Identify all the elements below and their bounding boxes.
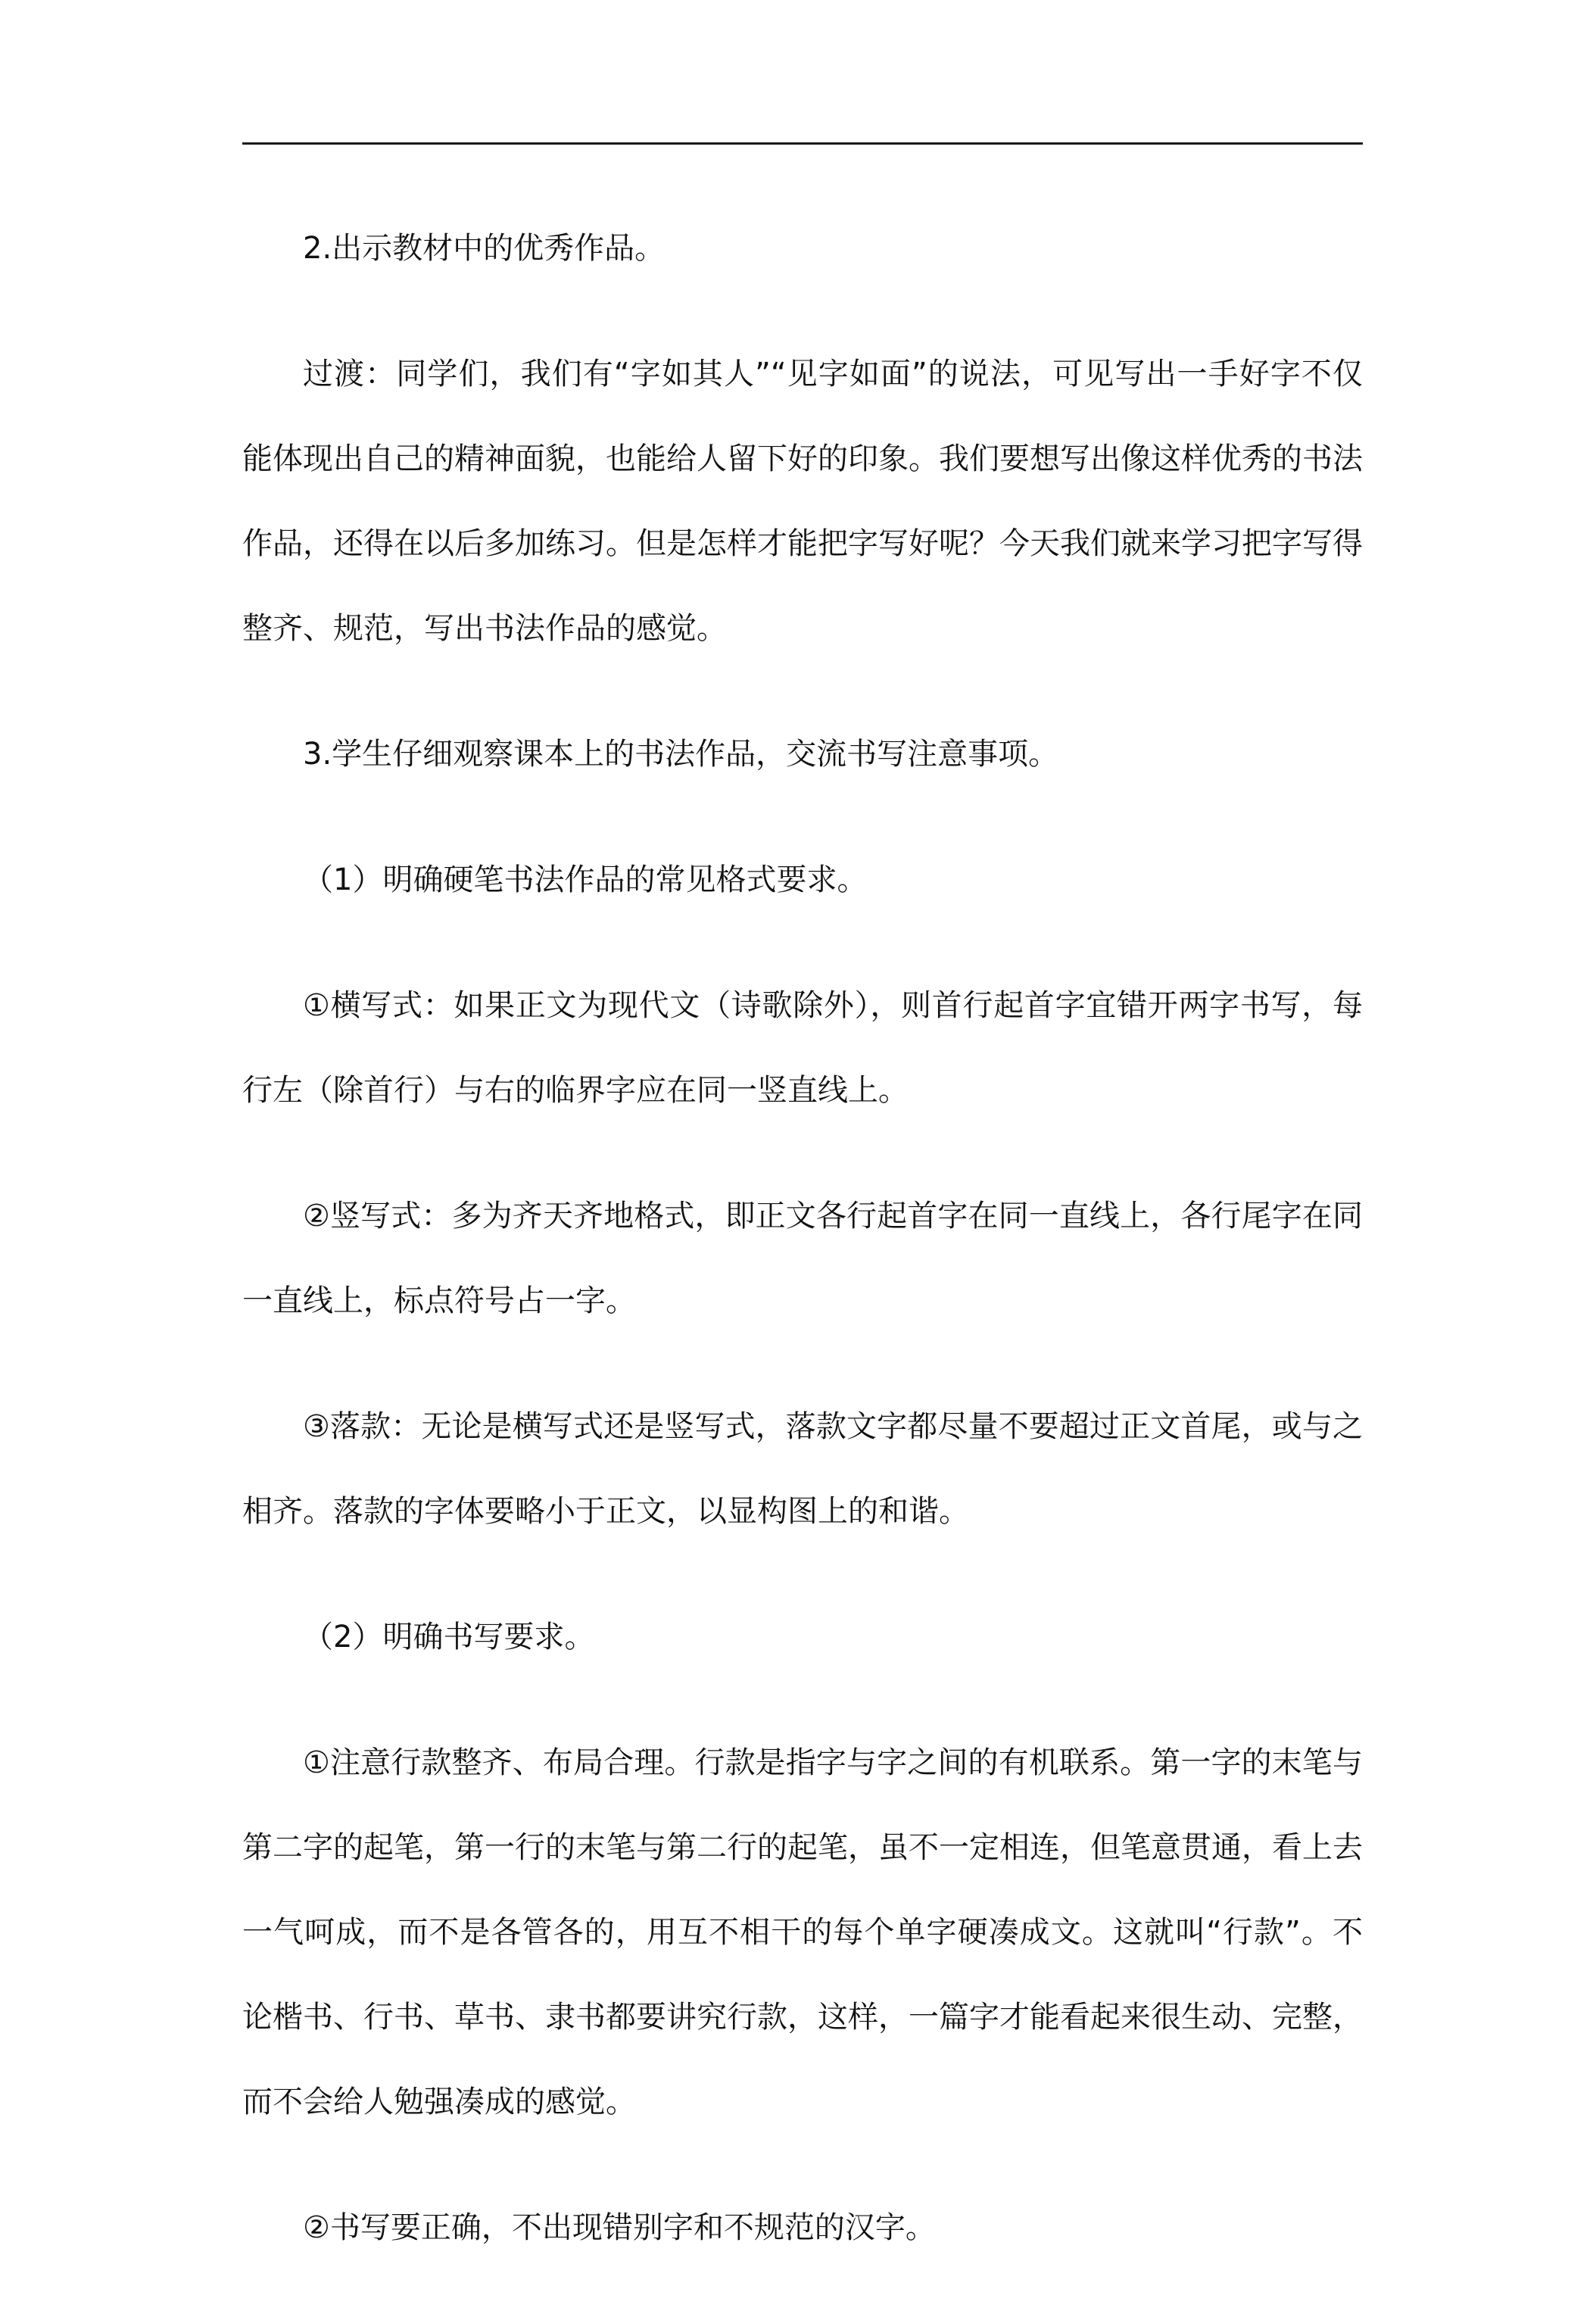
- header-rule: [242, 142, 1363, 145]
- paragraph-step-3: 3.学生仔细观察课本上的书法作品，交流书写注意事项。: [303, 737, 1059, 772]
- paragraph-correctness-requirement: ②书写要正确，不出现错别字和不规范的汉字。: [303, 2210, 936, 2245]
- paragraph-signature-format: ③落款：无论是横写式还是竖写式，落款文字都尽量不要超过正文首尾，或与之相齐。落款的字体要略小于正文，以显构图上的和谐。: [242, 1409, 1363, 1529]
- paragraph-transition: 过渡：同学们，我们有“字如其人”“见字如面”的说法，可见写出一手好字不仅能体现出自己的精神面貌，也能给人留下好的印象。我们要想写出像这样优秀的书法作品，还得在以后多加练习。但是怎样才能把字写好呢？今天我们就来学习把字写得整齐、规范，写出书法作品的感觉。: [242, 357, 1363, 646]
- paragraph-vertical-format: ②竖写式：多为齐天齐地格式，即正文各行起首字在同一直线上，各行尾字在同一直线上，标点符号占一字。: [242, 1199, 1363, 1318]
- paragraph-horizontal-format: ①横写式：如果正文为现代文（诗歌除外），则首行起首字宜错开两字书写，每行左（除首行）与右的临界字应在同一竖直线上。: [242, 988, 1363, 1108]
- paragraph-layout-requirement: ①注意行款整齐、布局合理。行款是指字与字之间的有机联系。第一字的末笔与第二字的起笔，第一行的末笔与第二行的起笔，虽不一定相连，但笔意贯通，看上去一气呵成，而不是各管各的，用互不相干的每个单字硬凑成文。这就叫“行款”。不论楷书、行书、草书、隶书都要讲究行款，这样，一篇字才能看起来很生动、完整，而不会给人勉强凑成的感觉。: [242, 1745, 1363, 2119]
- document-body: [242, 206, 1363, 2311]
- paragraph-step-2: 2.出示教材中的优秀作品。: [303, 231, 666, 266]
- paragraph-format-heading: （1）明确硬笔书法作品的常见格式要求。: [303, 862, 868, 897]
- paragraph-writing-requirements-heading: （2）明确书写要求。: [303, 1620, 595, 1655]
